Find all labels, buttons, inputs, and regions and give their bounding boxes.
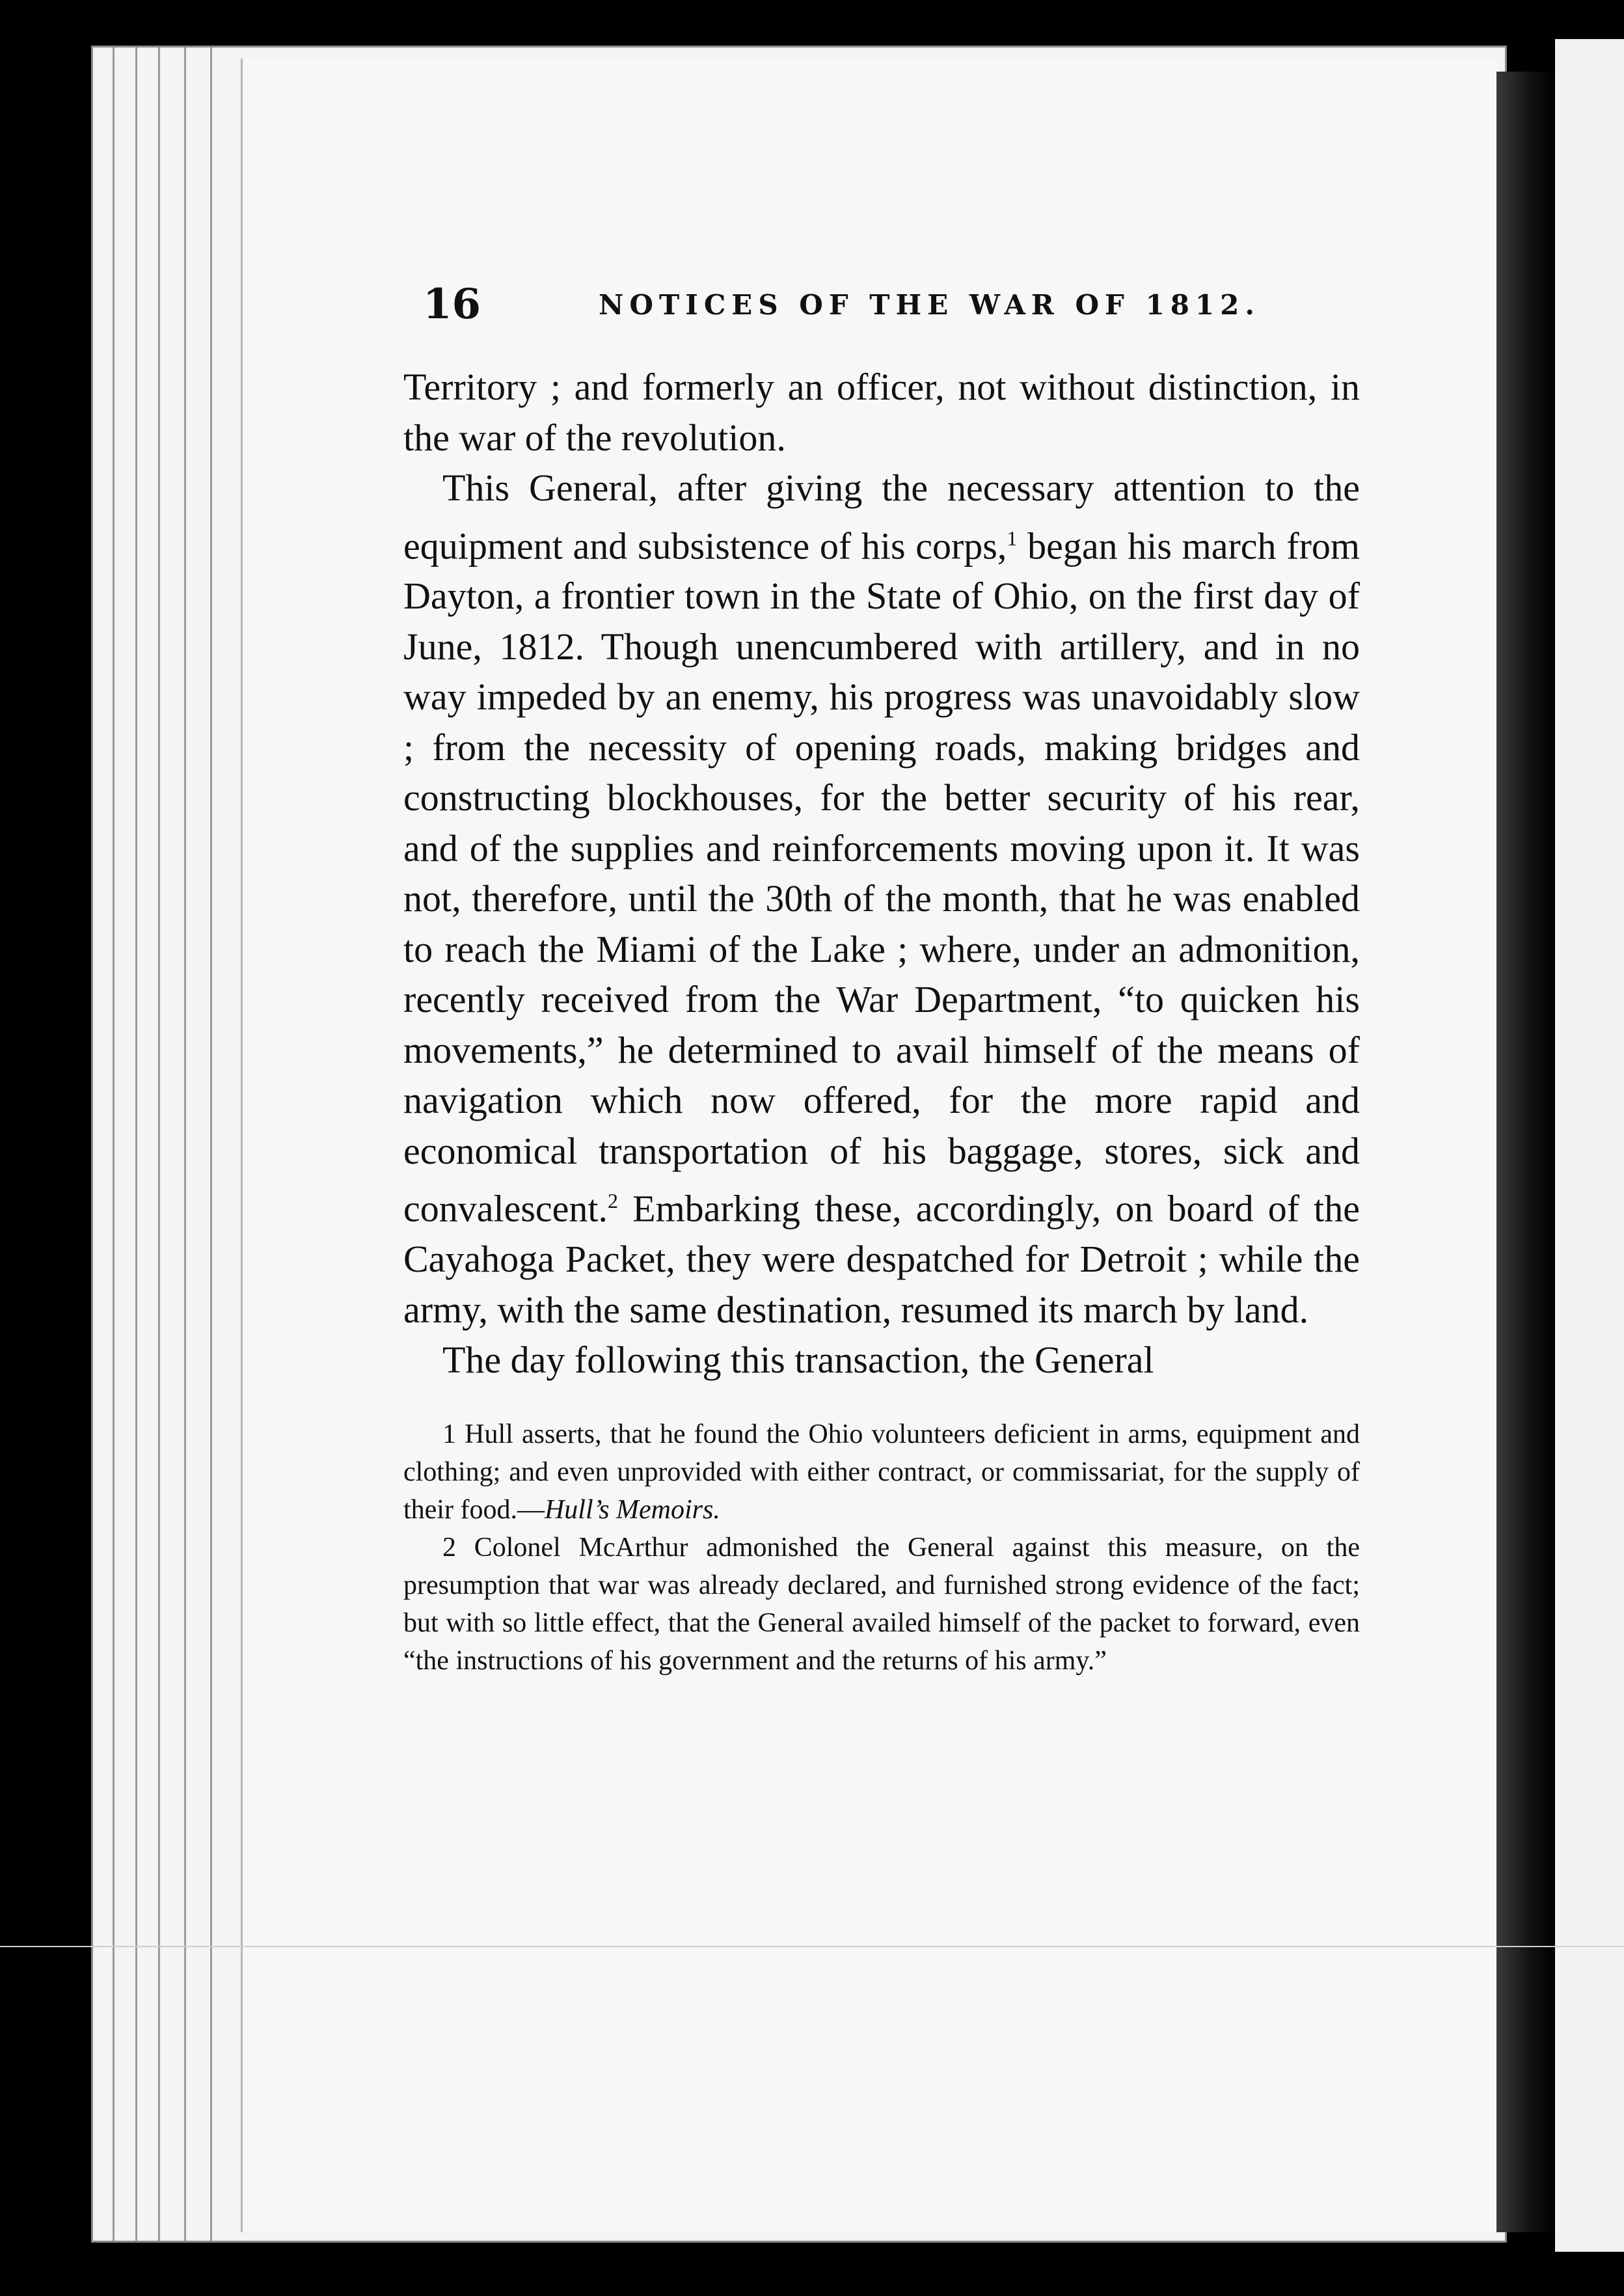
paragraph-text: Territory ; and formerly an officer, not without distinction, in the war of the revolution. bbox=[403, 366, 1360, 459]
running-head bbox=[403, 280, 1360, 345]
leaf-edge bbox=[135, 48, 137, 2241]
footnotes bbox=[403, 1415, 1360, 1680]
gutter-shadow bbox=[1496, 72, 1555, 2232]
footnote-ref: 2 bbox=[608, 1189, 619, 1213]
page-number: 16 bbox=[423, 280, 481, 329]
footnote bbox=[403, 1529, 1360, 1680]
scan-artifact-line bbox=[0, 1946, 1624, 1947]
paragraph-text: began his march from Dayton, a frontier town in the State of Ohio, on the first day of June, 1812. Though unencumbered with artillery, and in no way impeded by an enemy, his progress was unavoidably slow ; from the necessity of opening roads, making bridges and constructing blockhouses, for the better security of his rear, and of the supplies and reinforcements moving upon it. It was not, therefore, until the 30th of the month, that he was enabled to reach the Miami of the Lake ; where, under an admonition, recently received from the War Department, “to quicken his movements,” he determined to avail himself of the means of navigation which now offered, for the more rapid and economical transportation of his baggage, stores, sick and convalescent. bbox=[403, 524, 1360, 1230]
paragraph bbox=[403, 463, 1360, 1335]
paragraph-text: This General, after giving the necessary attention to the equipment and subsistence of his corps, bbox=[403, 467, 1360, 567]
footnote-marker: 1 bbox=[442, 1419, 456, 1449]
leaf-edge bbox=[158, 48, 160, 2241]
paragraph-text: The day following this transaction, the General bbox=[442, 1339, 1154, 1382]
body-text bbox=[403, 362, 1360, 1386]
leaf-edge bbox=[210, 48, 212, 2241]
page-content bbox=[403, 280, 1360, 1680]
leaf-edge bbox=[184, 48, 186, 2241]
leaf-edge bbox=[113, 48, 115, 2241]
footnote-marker: 2 bbox=[442, 1532, 456, 1563]
paragraph bbox=[403, 1335, 1360, 1386]
facing-page-edge bbox=[1555, 39, 1624, 2252]
running-title: NOTICES OF THE WAR OF 1812. bbox=[599, 289, 1261, 321]
footnote-source: Hull’s Memoirs. bbox=[544, 1494, 720, 1525]
footnote bbox=[403, 1415, 1360, 1529]
paragraph bbox=[403, 362, 1360, 463]
footnote-text: Hull asserts, that he found the Ohio volunteers deficient in arms, equipment and clothing; and even unprovided with either contract, or commissariat, for the supply of their food.— bbox=[403, 1419, 1360, 1525]
footnote-text: Colonel McArthur admonished the General against this measure, on the presumption that war was already declared, and furnished strong evidence of the fact; but with so little effect, that the General availed himself of the packet to forward, even “the instructions of his government and the returns of his army.” bbox=[403, 1532, 1360, 1676]
footnote-ref: 1 bbox=[1007, 526, 1018, 550]
paragraph-text: Embarking these, accordingly, on board of the Cayahoga Packet, they were despatched for Detroit ; while the army, with the same destination, resumed its march by land. bbox=[403, 1187, 1360, 1331]
